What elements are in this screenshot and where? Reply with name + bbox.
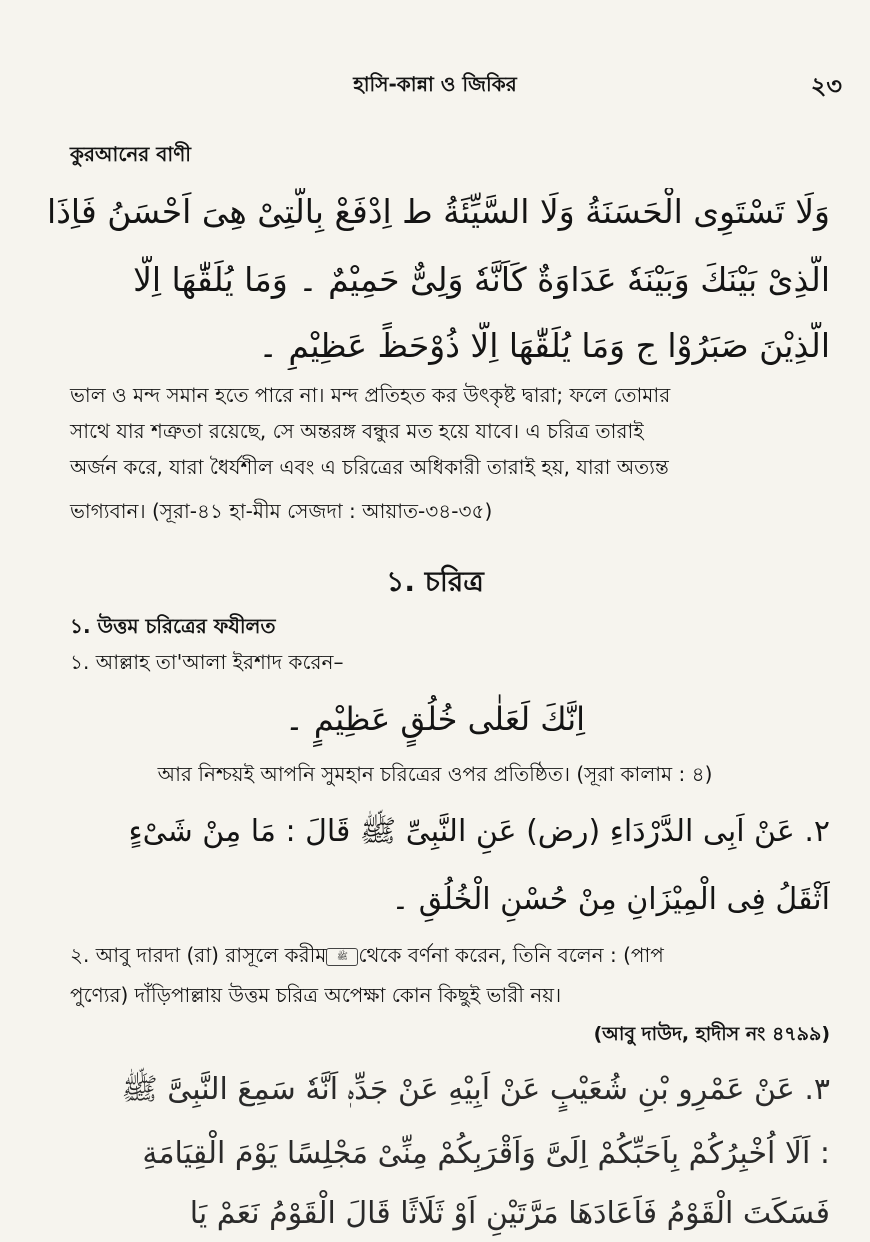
quran-arabic-line-2: الَّذِىْ بَيْنَكَ وَبَيْنَهٗ عَدَاوَةٌ كَاَنَّهٗ وَلِىٌّ حَمِيْمٌ ۔ وَمَا يُلَقّٰهَا اِلَّا bbox=[133, 260, 830, 299]
hadith2-translation-part-b: থেকে বর্ণনা করেন, তিনি বলেন : (পাপ bbox=[358, 943, 664, 967]
hadith2-reference: (আবু দাউদ, হাদীস নং ৪৭৯৯) bbox=[593, 1023, 830, 1045]
quran-translation-line-1: ভাল ও মন্দ সমান হতে পারে না। মন্দ প্রতিহত কর উৎকৃষ্ট দ্বারা; ফলে তোমার bbox=[70, 383, 671, 407]
hadith2-translation-line-1 bbox=[70, 938, 664, 972]
quran-arabic-line-3: الَّذِيْنَ صَبَرُوْا ج وَمَا يُلَقّٰهَا اِلَّا ذُوْحَظٍّ عَظِيْمٍ ۔ bbox=[258, 326, 830, 365]
hadith2-arabic-line-2: اَثْقَلُ فِى الْمِيْزَانِ مِنْ حُسْنِ الْخُلُقِ ۔ bbox=[391, 882, 830, 917]
running-header-title: হাসি-কান্না ও জিকির bbox=[353, 72, 517, 96]
quran-section-heading: কুরআনের বাণী bbox=[70, 142, 192, 166]
hadith2-translation-line-2: পুণ্যের) দাঁড়িপাল্লায় উত্তম চরিত্র অপেক্ষা কোন কিছুই ভারী নয়। bbox=[70, 983, 562, 1007]
quran-translation-line-4: ভাগ্যবান। (সূরা-৪১ হা-মীম সেজদা : আয়াত-৩৪-৩৫) bbox=[70, 499, 493, 523]
hadith2-arabic-line-1: ٢. عَنْ اَبِى الدَّرْدَاءِ (رض) عَنِ النَّبِىِّ ﷺ قَالَ : مَا مِنْ شَىْءٍ bbox=[128, 814, 830, 849]
item1-intro: ১. আল্লাহ তা'আলা ইরশাদ করেন– bbox=[70, 650, 344, 674]
hadith2-translation-part-a: ২. আবু দারদা (রা) রাসূলে করীম bbox=[70, 943, 327, 967]
quran-arabic-line-1: وَلَا تَسْتَوِى الْحَسَنَةُ وَلَا السَّيِّئَةُ ط اِدْفَعْ بِالَّتِىْ هِىَ اَحْسَنُ فَاِذَا bbox=[47, 192, 830, 231]
hadith3-arabic-line-3: فَسَكَتَ الْقَوْمُ فَاَعَادَهَا مَرَّتَيْنِ اَوْ ثَلَاثًا قَالَ الْقَوْمُ نَعَمْ يَا bbox=[189, 1196, 830, 1231]
chapter-subheading: ১. উত্তম চরিত্রের ফযীলত bbox=[70, 614, 276, 638]
item1-arabic: اِنَّكَ لَعَلٰى خُلُقٍ عَظِيْمٍ ۔ bbox=[284, 700, 585, 738]
item1-translation: আর নিশ্চয়ই আপনি সুমহান চরিত্রের ওপর প্রতিষ্ঠিত। (সূরা কালাম : ৪) bbox=[157, 762, 713, 786]
page-number: ২৩ bbox=[810, 72, 842, 100]
hadith3-arabic-line-2: : اَلَا اُخْبِرُكُمْ بِاَحَبِّكُمْ اِلَىَّ وَاَقْرَبِكُمْ مِنِّىْ مَجْلِسًا يَوْمَ الْقِيَامَةِ bbox=[142, 1136, 830, 1171]
salutation-icon: ﷺ bbox=[326, 948, 358, 966]
chapter-title: ১. চরিত্র bbox=[386, 565, 484, 598]
hadith3-arabic-line-1: ٣. عَنْ عَمْرِو بْنِ شُعَيْبٍ عَنْ اَبِيْهِ عَنْ جَدِّهٖ اَنَّهٗ سَمِعَ النَّبِىَّ ﷺ bbox=[121, 1072, 830, 1107]
quran-translation-line-3: অর্জন করে, যারা ধৈর্যশীল এবং এ চরিত্রের অধিকারী তারাই হয়, যারা অত্যন্ত bbox=[70, 455, 669, 479]
quran-translation-line-2: সাথে যার শত্রুতা রয়েছে, সে অন্তরঙ্গ বন্ধুর মত হয়ে যাবে। এ চরিত্র তারাই bbox=[70, 419, 644, 443]
